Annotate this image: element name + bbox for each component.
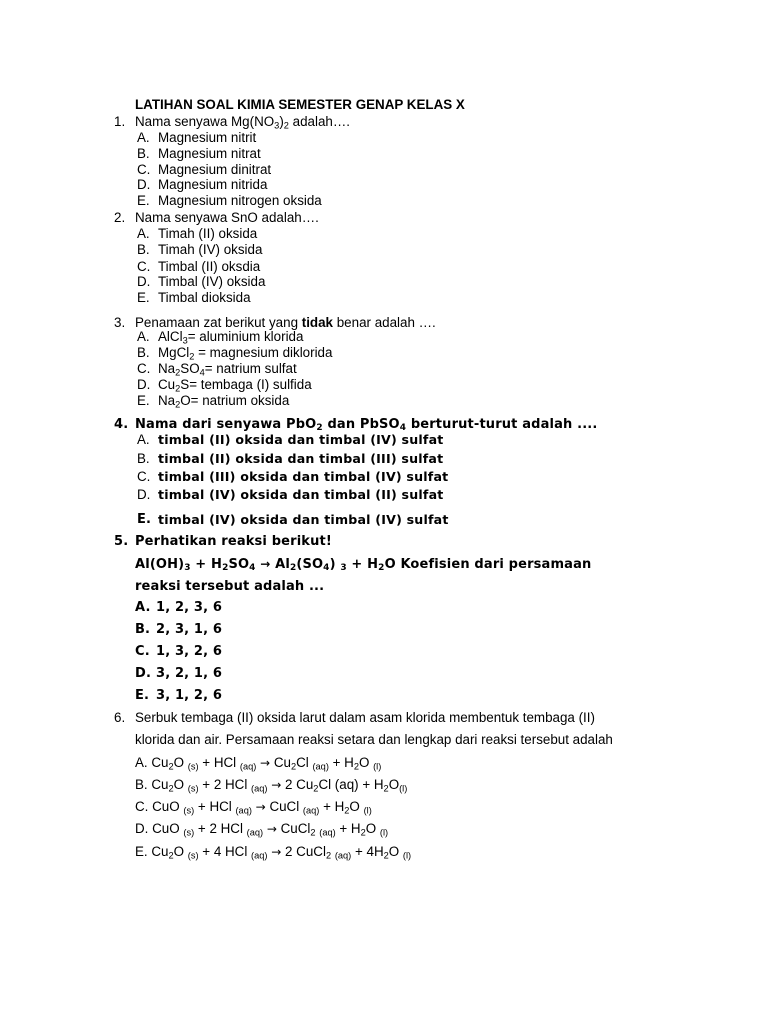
- question-number: 2.: [114, 210, 126, 225]
- option-label: A.: [135, 600, 151, 615]
- option-label: E.: [137, 290, 150, 305]
- option-label: A.: [137, 329, 150, 344]
- option-label: B.: [137, 345, 150, 360]
- option-text: timbal (IV) oksida dan timbal (II) sulfat: [158, 487, 444, 502]
- option-a: A. $Cu_2O$ $_{(s)}$ + HCl $_{(aq)} \to Cu_2Cl$ $_{(aq)} + H_2O$ $_{(l)}$: [135, 755, 382, 772]
- reaction-equation-continued: reaksi tersebut adalah ...: [135, 579, 325, 594]
- question-number: 4.: [114, 417, 129, 432]
- option-label: B.: [137, 451, 150, 466]
- option-label: E.: [137, 512, 152, 527]
- option-label: C.: [135, 644, 150, 659]
- option-label: D.: [135, 666, 152, 681]
- option-text: Timbal dioksida: [158, 290, 251, 305]
- option-text: $Cu_2S=$ tembaga (I) sulfida: [158, 377, 312, 394]
- option-label: B.: [137, 146, 150, 161]
- option-text: Timah (II) oksida: [158, 226, 258, 241]
- option-label: D.: [137, 177, 151, 192]
- option-label: A.: [137, 130, 150, 145]
- question-stem: Nama dari senyawa PbO$_2$ dan PbSO$_4$ berturut-turut adalah ....: [135, 417, 598, 434]
- question-number: 3.: [114, 315, 126, 330]
- option-label: D.: [137, 274, 151, 289]
- option-text: timbal (II) oksida dan timbal (III) sulfat: [158, 451, 444, 466]
- question-stem: Penamaan zat berikut yang tidak benar adalah ….: [135, 315, 436, 330]
- question-stem: Nama senyawa $Mg(NO_3)_2$ adalah….: [135, 114, 350, 131]
- option-text: timbal (III) oksida dan timbal (IV) sulfat: [158, 469, 449, 484]
- question-stem-continued: klorida dan air. Persamaan reaksi setara dan lengkap dari reaksi tersebut adalah: [135, 732, 613, 747]
- document-title: LATIHAN SOAL KIMIA SEMESTER GENAP KELAS X: [135, 97, 465, 112]
- question-number: 5.: [114, 534, 129, 549]
- question-stem: Serbuk tembaga (II) oksida larut dalam asam klorida membentuk tembaga (II): [135, 710, 595, 725]
- option-label: E.: [137, 393, 150, 408]
- option-label: E.: [135, 688, 150, 703]
- option-label: C.: [137, 162, 151, 177]
- option-text: Magnesium nitrat: [158, 146, 261, 161]
- option-text: 2, 3, 1, 6: [156, 622, 223, 637]
- option-text: Magnesium nitrogen oksida: [158, 193, 322, 208]
- question-number: 1.: [114, 114, 126, 129]
- option-text: $Na_2O=$ natrium oksida: [158, 393, 290, 410]
- option-text: timbal (IV) oksida dan timbal (IV) sulfat: [158, 512, 449, 527]
- question-number: 6.: [114, 710, 126, 725]
- option-text: Magnesium dinitrat: [158, 162, 272, 177]
- option-text: Timah (IV) oksida: [158, 242, 263, 257]
- option-label: C.: [137, 469, 151, 484]
- option-label: C.: [137, 259, 151, 274]
- option-text: $Na_2SO_4=$ natrium sulfat: [158, 361, 297, 378]
- option-label: A.: [137, 432, 150, 447]
- option-label: E.: [137, 193, 150, 208]
- option-e: E. $Cu_2O$ $_{(s)}$ + 4 HCl $_{(aq)}$ → 2 CuCl$_2$ $_{(aq)} + 4H_2O$ $_{(l)}$: [135, 844, 412, 861]
- option-text: Timbal (IV) oksida: [158, 274, 266, 289]
- option-text: 1, 3, 2, 6: [156, 644, 223, 659]
- option-text: 1, 2, 3, 6: [156, 600, 223, 615]
- option-text: Magnesium nitrit: [158, 130, 257, 145]
- option-text: Timbal (II) oksdia: [158, 259, 261, 274]
- option-text: AlCl$_3$= aluminium klorida: [158, 329, 304, 346]
- option-b: B. $Cu_2O$ $_{(s)}$ + 2 HCl $_{(aq)}$ → 2 $Cu_2Cl$ $(aq) + H_2O_{(l)}$: [135, 777, 408, 794]
- option-text: Magnesium nitrida: [158, 177, 268, 192]
- reaction-equation: $Al(OH)_3 + H_2SO_4 \to Al_2(SO_4) _3 + H_2O$ Koefisien dari persamaan: [135, 557, 592, 574]
- option-label: D.: [137, 377, 151, 392]
- option-label: C.: [137, 361, 151, 376]
- option-text: 3, 2, 1, 6: [156, 666, 223, 681]
- option-d: D. CuO $_{(s)}$ + 2 HCl $_{(aq)}$ → CuCl$_2$ $_{(aq)} + H_2O$ $_{(l)}$: [135, 821, 389, 838]
- option-label: A.: [137, 226, 150, 241]
- option-text: 3, 1, 2, 6: [156, 688, 223, 703]
- option-c: C. CuO $_{(s)}$ + HCl $_{(aq)}$ → CuCl $_{(aq)} + H_2O$ $_{(l)}$: [135, 799, 372, 816]
- option-label: B.: [135, 622, 151, 637]
- option-text: MgCl$_2$ = magnesium diklorida: [158, 345, 333, 362]
- question-stem: Perhatikan reaksi berikut!: [135, 534, 332, 549]
- option-label: B.: [137, 242, 150, 257]
- option-text: timbal (II) oksida dan timbal (IV) sulfat: [158, 432, 444, 447]
- option-label: D.: [137, 487, 151, 502]
- question-stem: Nama senyawa SnO adalah….: [135, 210, 319, 225]
